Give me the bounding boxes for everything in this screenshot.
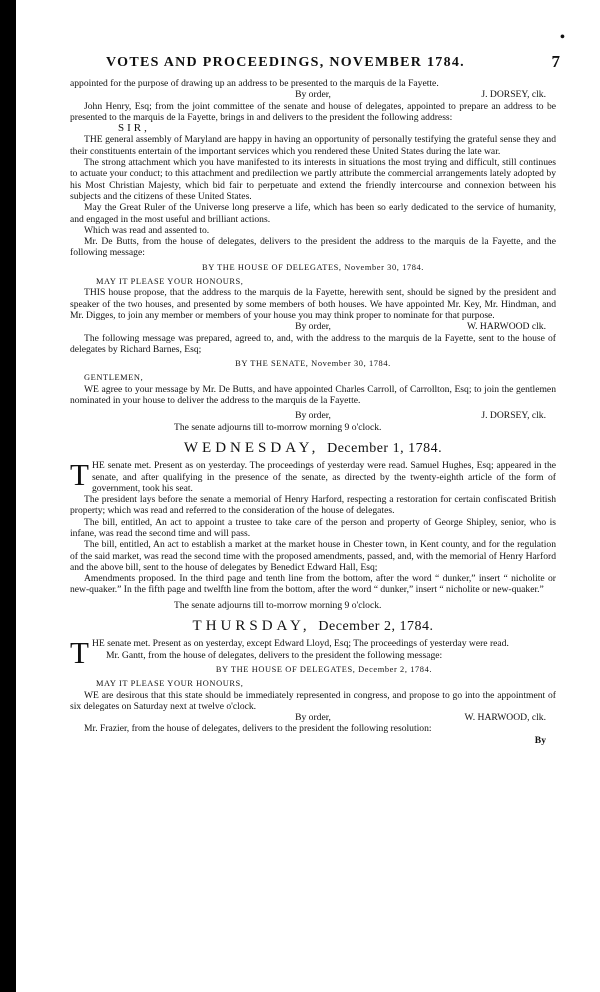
message-salutation: GENTLEMEN,: [84, 373, 144, 383]
message-salutation: MAY IT PLEASE YOUR HONOURS,: [96, 679, 244, 689]
message-body: WE agree to your message by Mr. De Butts, and have appointed Charles Carroll, of Carrollton, Esq; to join the gentlemen nominated in your house to deliver the address to the marquis de la Fayette.: [70, 383, 556, 407]
paragraph-text: HE senate met. Present as on yesterday. The proceedings of yesterday were read. Samuel Hughes, Esq; appeared in the senate, and after qualifying in the presence of the senate, as directed by the twenty-eighth article of the form of government, took his seat.: [91, 460, 556, 494]
paragraph: Mr. Gantt, from the house of delegates, delivers to the president the following message:: [105, 649, 443, 661]
day-heading-thursday: [70, 618, 556, 635]
salutation: SIR,: [118, 122, 150, 135]
paragraph: Mr. De Butts, from the house of delegates, delivers to the president the address to the marquis de la Fayette, and the following message:: [70, 236, 556, 259]
message-heading: BY THE HOUSE OF DELEGATES, December 2, 1784.: [215, 664, 433, 674]
by-order-line: [70, 410, 556, 421]
corner-mark: •: [560, 30, 565, 45]
paragraph: John Henry, Esq; from the joint committee of the senate and house of delegates, appointed to prepare an address to be presented to the marquis de la Fayette, brings in and delivers to the president the following address:: [70, 100, 556, 123]
paragraph: The bill, entitled, An act to establish a market at the market house in Chester town, in Kent county, and for the regulation of the said market, was read the second time with the proposed amendments, passed, and, with the memorial of Henry Harford and the above bill, sent to the house of delegates by Benedict Edward Hall, Esq;: [70, 539, 556, 573]
day-date: December 1, 1784.: [327, 440, 443, 456]
paragraph: [70, 457, 556, 494]
by-order: By order,: [295, 712, 331, 724]
drop-cap: T: [70, 457, 89, 493]
by-order: By order,: [295, 321, 331, 333]
message-salutation: MAY IT PLEASE YOUR HONOURS,: [96, 277, 244, 287]
page-body: [70, 78, 556, 746]
paragraph: The president lays before the senate a memorial of Henry Harford, respecting a restoration for certain confiscated British property; which was read and referred to the consideration of the house of delegates.: [70, 494, 556, 517]
paragraph: The following message was prepared, agreed to, and, with the address to the marquis de la Fayette, sent to the house of delegates by Richard Barnes, Esq;: [70, 332, 556, 355]
by-order: By order,: [295, 89, 331, 101]
signature: J. DORSEY, clk.: [481, 410, 546, 422]
day-name: THURSDAY,: [192, 618, 311, 635]
signature: J. DORSEY, clk.: [481, 89, 546, 101]
paragraph: Mr. Frazier, from the house of delegates, delivers to the president the following resolution:: [84, 723, 432, 735]
day-date: December 2, 1784.: [318, 619, 434, 635]
by-order-line: [70, 89, 556, 100]
address-paragraph: The strong attachment which you have manifested to its interests in situations the most trying and difficult, still continues to actuate your conduct; to this attachment and predilection we partly attribute the commercial arrangements lately adopted by his Most Christian Majesty, which bid fair to perpetuate and extend the friendly intercourse and connexion between his subjects and the citizens of these United States.: [70, 157, 556, 202]
paragraph: Amendments proposed. In the third page and tenth line from the bottom, after the word “ dunker,” insert “ nicholite or new-quaker.” In the fifth page and twelfth line from the bottom, after the word “ dunker,” insert “ nicholite or new-quaker.”: [70, 573, 556, 596]
day-name: WEDNESDAY,: [183, 439, 320, 456]
message-body: WE are desirous that this state should be immediately represented in congress, and propose to go into the appointment of six delegates on Saturday next at twelve o'clock.: [70, 689, 556, 712]
page-number: 7: [551, 52, 560, 71]
message-heading: BY THE SENATE, November 30, 1784.: [235, 359, 391, 369]
paragraph: appointed for the purpose of drawing up an address to be presented to the marquis de la Fayette.: [70, 78, 439, 89]
paragraph: Which was read and assented to.: [84, 224, 210, 236]
by-order: By order,: [295, 410, 331, 422]
signature: W. HARWOOD, clk.: [464, 712, 546, 724]
message-heading: BY THE HOUSE OF DELEGATES, November 30, 1784.: [202, 262, 424, 272]
adjournment: The senate adjourns till to-morrow morning 9 o'clock.: [174, 599, 382, 611]
address-paragraph: May the Great Ruler of the Universe long preserve a life, which has been so early dedicated to the service of humanity, and engaged in the most useful and brilliant actions.: [70, 202, 556, 225]
drop-cap: T: [70, 635, 89, 671]
address-paragraph: THE general assembly of Maryland are happy in having an opportunity of personally testifying the grateful sense they and their constituents entertain of the important services which you rendered these United States during the late war.: [70, 134, 556, 157]
day-heading-wednesday: [70, 439, 556, 456]
paragraph: The bill, entitled, An act to appoint a trustee to take care of the person and property of George Shipley, senior, who is infane, was read the second time and will pass.: [70, 516, 556, 539]
catchword: By: [534, 734, 546, 746]
running-head: VOTES AND PROCEEDINGS, NOVEMBER 1784.: [106, 55, 465, 70]
message-body: THIS house propose, that the address to the marquis de la Fayette, herewith sent, should be signed by the president and speaker of the two houses, and presented by some members of both houses. We have appointed Mr. Key, Mr. Hindman, and Mr. Digges, to join any member or members of your house you may think proper to nominate for that purpose.: [70, 287, 556, 321]
scan-border: [0, 0, 16, 992]
by-order-line: [70, 321, 556, 332]
by-order-line: [70, 712, 556, 723]
paragraph-text: HE senate met. Present as on yesterday, except Edward Lloyd, Esq; The proceedings of yesterday were read.: [91, 638, 509, 650]
page-header: [70, 52, 560, 75]
adjournment: The senate adjourns till to-morrow morning 9 o'clock.: [174, 421, 382, 433]
signature: W. HARWOOD clk.: [466, 321, 546, 333]
